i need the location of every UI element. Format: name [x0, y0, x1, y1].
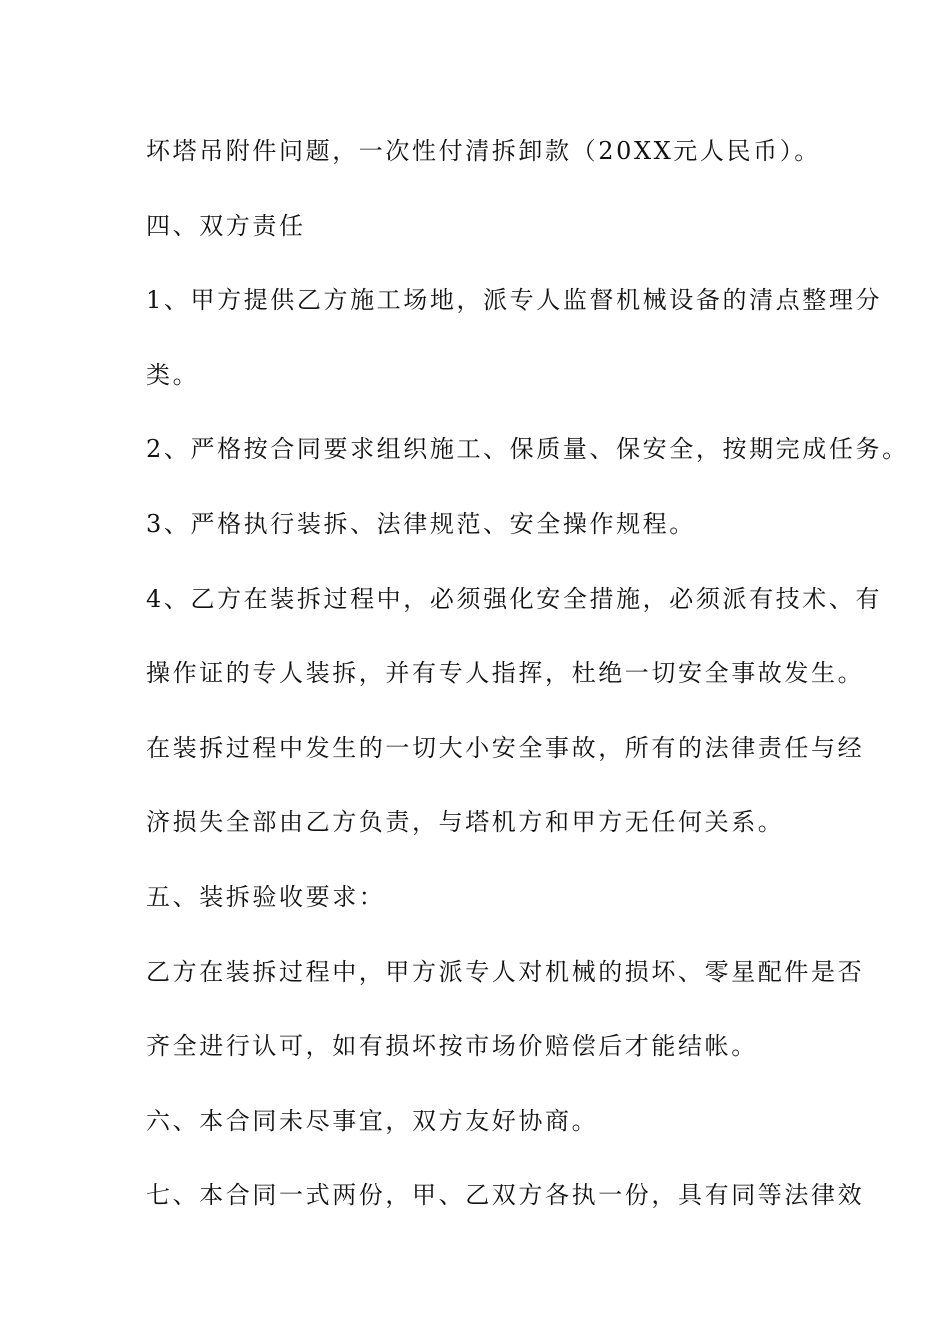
text-line: 3、严格执行装拆、法律规范、安全操作规程。: [146, 509, 696, 538]
text-line: 1、甲方提供乙方施工场地，派专人监督机械设备的清点整理分: [146, 286, 883, 315]
text-line: 齐全进行认可，如有损坏按市场价赔偿后才能结帐。: [146, 1032, 758, 1061]
text-line: 乙方在装拆过程中，甲方派专人对机械的损坏、零星配件是否: [146, 957, 865, 986]
section-heading: 五、装拆验收要求：: [146, 882, 386, 911]
text-line: 类。: [146, 360, 200, 389]
text-line: 坏塔吊附件问题，一次性付清拆卸款（20XX元人民币）。: [146, 137, 821, 165]
document-body: [146, 131, 909, 1250]
text-line: 2、严格按合同要求组织施工、保质量、保安全，按期完成任务。: [146, 435, 909, 464]
text-line: 操作证的专人装拆，并有专人指挥，杜绝一切安全事故发生。: [146, 659, 865, 688]
text-line: 在装拆过程中发生的一切大小安全事故，所有的法律责任与经: [146, 733, 865, 762]
text-line: 济损失全部由乙方负责，与塔机方和甲方无任何关系。: [146, 808, 785, 837]
text-line: 4、乙方在装拆过程中，必须强化安全措施，必须派有技术、有: [146, 584, 883, 613]
text-line: 六、本合同未尽事宜，双方友好协商。: [146, 1106, 599, 1135]
section-heading: 四、双方责任: [146, 211, 306, 240]
text-line: 七、本合同一式两份，甲、乙双方各执一份，具有同等法律效: [146, 1181, 865, 1210]
